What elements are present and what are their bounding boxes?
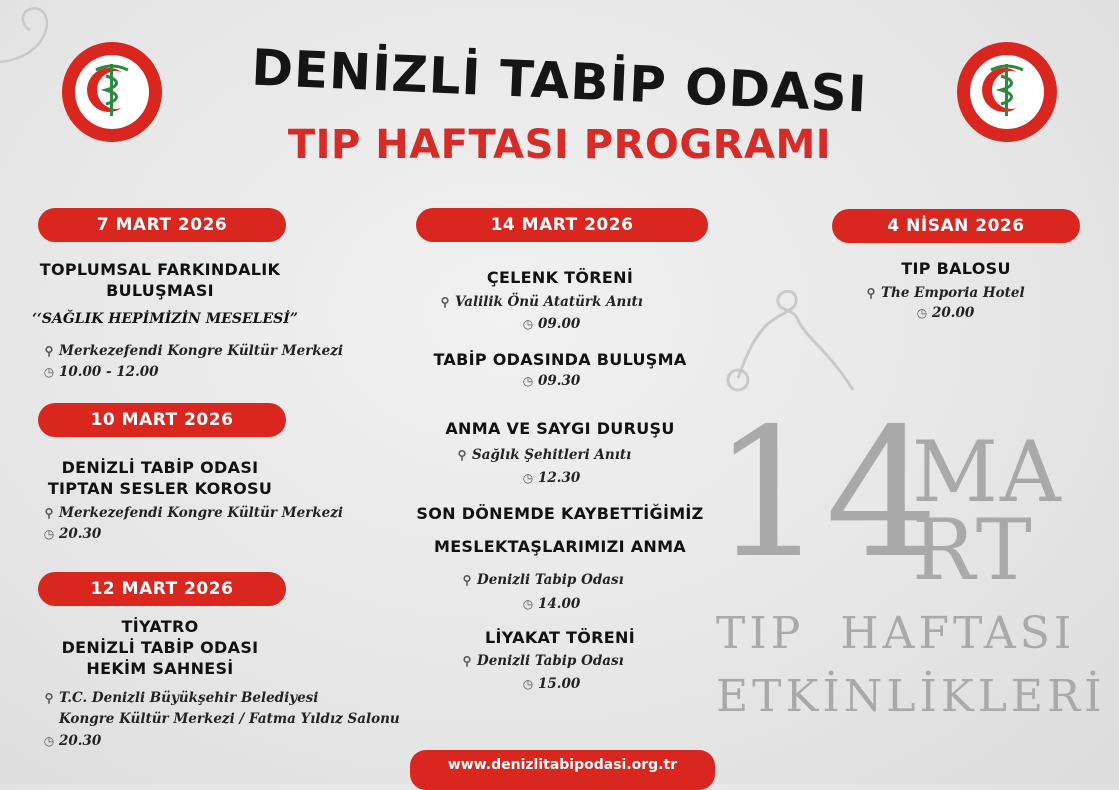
location-pin-icon: ⚲ (44, 344, 54, 358)
watermark-month-bottom: RT (912, 501, 1034, 599)
location-text: Denizli Tabip Odası (477, 653, 624, 669)
event-title-line: TOPLUMSAL FARKINDALIK (39, 260, 281, 279)
event-location (460, 651, 624, 672)
location-pin-icon: ⚲ (462, 573, 472, 587)
watermark-month-top: MA (912, 423, 1063, 521)
location-text: The Emporia Hotel (881, 285, 1025, 301)
event-title: TABİP ODASINDA BULUŞMA (433, 350, 687, 369)
event-title (20, 259, 300, 301)
date-pill-10-mart: 10 MART 2026 (38, 403, 286, 437)
location-text: Merkezefendi Kongre Kültür Merkezi (59, 343, 344, 359)
time-text: 10.00 - 12.00 (59, 364, 159, 380)
location-pin-icon: ⚲ (44, 691, 54, 705)
event-time (521, 468, 580, 489)
clock-icon: ◷ (43, 527, 55, 541)
event-title (20, 616, 300, 679)
event-subtitle: ‘‘SAĞLIK HEPİMİZİN MESELESİ” (32, 311, 298, 327)
event-location (460, 570, 624, 591)
event-title-line: BULUŞMASI (106, 281, 214, 300)
event-location (438, 292, 643, 313)
clock-icon: ◷ (522, 317, 534, 331)
time-text: 15.00 (538, 676, 581, 692)
watermark-line2: ETKİNLİKLERİ (716, 671, 1106, 722)
event-location (42, 341, 343, 362)
watermark-line1: TIP HAFTASI (716, 608, 1076, 659)
location-text: Valilik Önü Atatürk Anıtı (455, 294, 643, 310)
event-time (521, 674, 580, 695)
time-text: 09.30 (538, 373, 581, 389)
clock-icon: ◷ (522, 677, 534, 691)
event-title (20, 457, 300, 499)
location-pin-icon: ⚲ (457, 448, 467, 462)
event-title: ANMA VE SAYGI DURUŞU (445, 419, 675, 438)
event-title-line: HEKİM SAHNESİ (86, 659, 234, 678)
event-location-line2: Kongre Kültür Merkezi / Fatma Yıldız Salonu (59, 711, 400, 727)
event-title-line: TİYATRO (121, 617, 199, 636)
time-text: 09.00 (538, 316, 581, 332)
time-text: 14.00 (538, 596, 581, 612)
date-pill-7-mart: 7 MART 2026 (38, 208, 286, 242)
location-text: T.C. Denizli Büyükşehir Belediyesi (59, 690, 319, 706)
event-title-line: MESLEKTAŞLARIMIZI ANMA (433, 537, 686, 556)
location-text: Sağlık Şehitleri Anıtı (472, 447, 632, 463)
time-text: 20.00 (932, 305, 975, 321)
event-location (864, 283, 1025, 304)
website-link[interactable]: www.denizlitabipodasi.org.tr (410, 750, 715, 790)
event-title-line: SON DÖNEMDE KAYBETTİĞİMİZ (416, 504, 704, 523)
location-pin-icon: ⚲ (462, 654, 472, 668)
event-location (455, 445, 631, 466)
date-pill-4-nisan: 4 NİSAN 2026 (832, 209, 1080, 243)
clock-icon: ◷ (522, 374, 534, 388)
watermark-number: 14 (712, 390, 939, 597)
event-time (42, 362, 159, 383)
page-subtitle: TIP HAFTASI PROGRAMI (287, 122, 832, 168)
event-title: LİYAKAT TÖRENİ (485, 628, 635, 647)
time-text: 12.30 (538, 470, 581, 486)
date-pill-14-mart: 14 MART 2026 (416, 208, 708, 242)
event-time (521, 594, 580, 615)
event-title-line: DENİZLİ TABİP ODASI (61, 458, 259, 477)
location-pin-icon: ⚲ (44, 506, 54, 520)
location-text: Denizli Tabip Odası (477, 572, 624, 588)
event-location (42, 503, 343, 524)
date-pill-12-mart: 12 MART 2026 (38, 572, 286, 606)
clock-icon: ◷ (43, 365, 55, 379)
page-title: DENİZLİ TABİP ODASI (250, 38, 869, 124)
clock-icon: ◷ (522, 471, 534, 485)
clock-icon: ◷ (916, 306, 928, 320)
event-time (42, 524, 101, 545)
clock-icon: ◷ (43, 734, 55, 748)
event-time (521, 371, 580, 392)
event-title-line: TIPTAN SESLER KOROSU (47, 479, 273, 498)
event-title: ÇELENK TÖRENİ (486, 268, 634, 287)
stethoscope-heart-lineart (718, 290, 858, 400)
location-pin-icon: ⚲ (440, 295, 450, 309)
event-time (42, 731, 101, 752)
clock-icon: ◷ (522, 597, 534, 611)
event-title: TIP BALOSU (901, 259, 1011, 278)
time-text: 20.30 (59, 733, 102, 749)
location-text: Merkezefendi Kongre Kültür Merkezi (59, 505, 344, 521)
event-time (521, 314, 580, 335)
location-pin-icon: ⚲ (866, 286, 876, 300)
event-title-line: DENİZLİ TABİP ODASI (61, 638, 259, 657)
event-location (42, 688, 318, 709)
time-text: 20.30 (59, 526, 102, 542)
event-time (915, 303, 974, 324)
